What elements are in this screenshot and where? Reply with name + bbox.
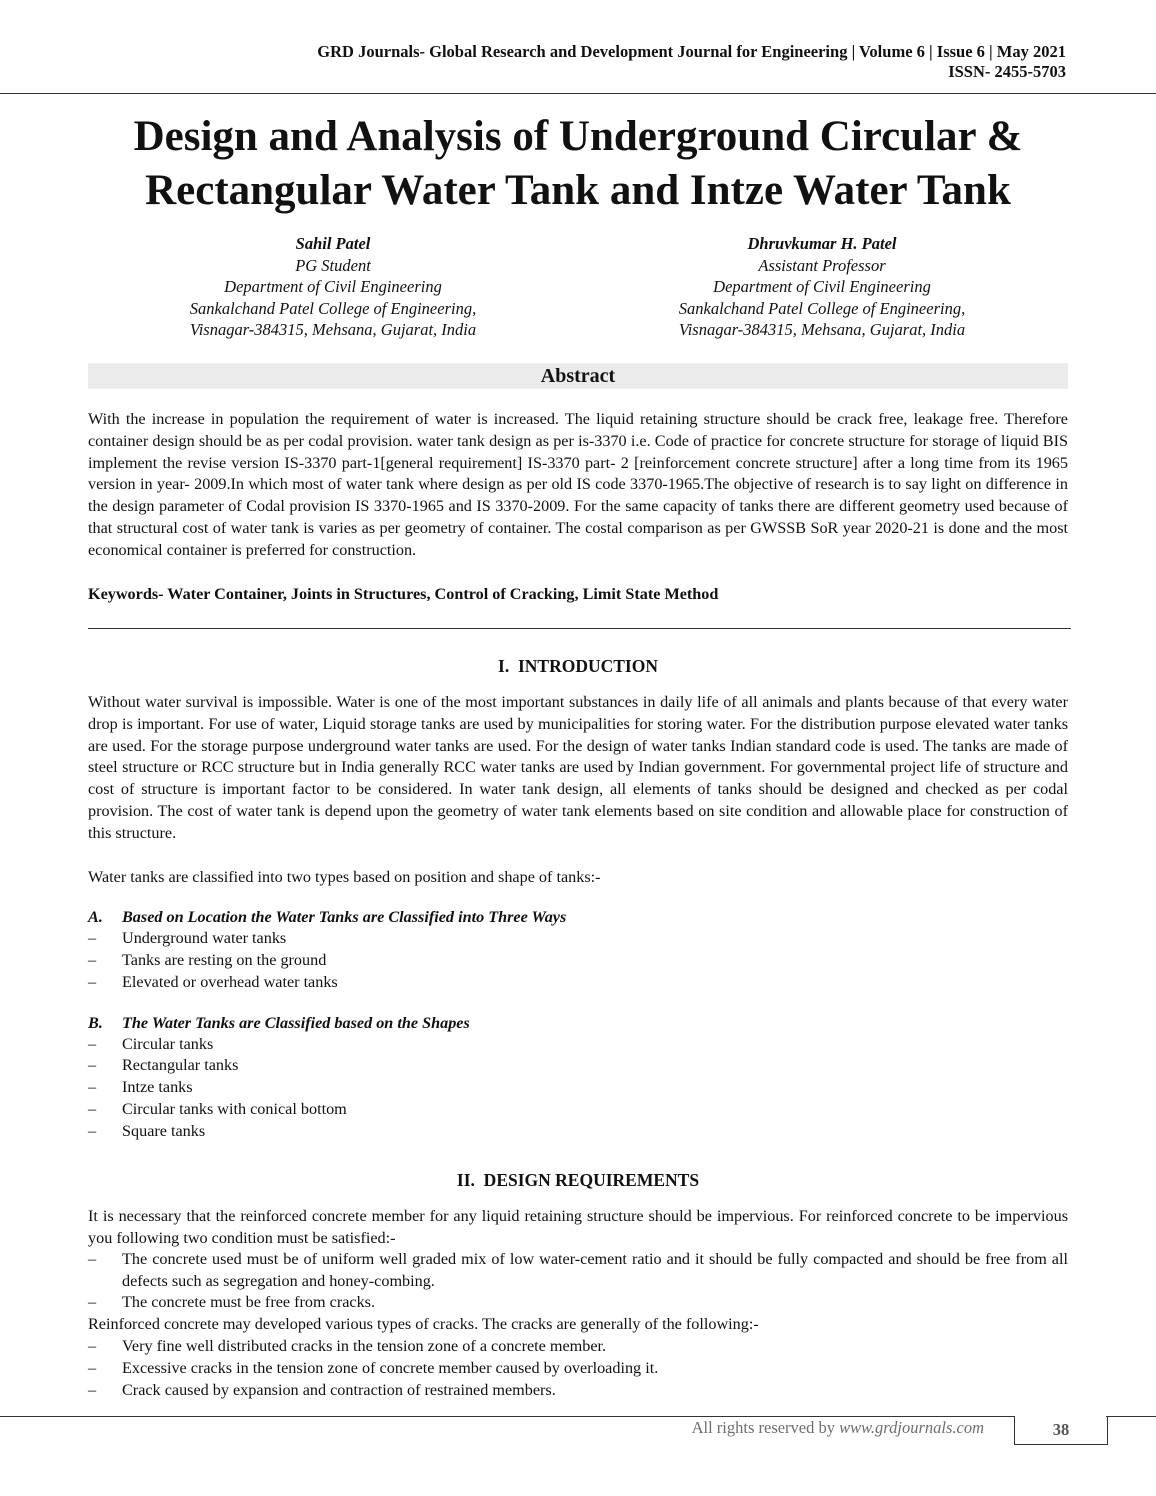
dash-bullet: – xyxy=(88,1078,97,1096)
list-item-text: Rectangular tanks xyxy=(122,1056,239,1074)
section-heading-introduction xyxy=(88,655,1068,677)
footer-rights xyxy=(560,1417,984,1439)
abstract-divider xyxy=(88,628,1071,629)
subsection-title: Based on Location the Water Tanks are Classified into Three Ways xyxy=(122,908,567,926)
header-divider xyxy=(0,93,1156,94)
dash-bullet: – xyxy=(88,1056,97,1074)
introduction-paragraph: Without water survival is impossible. Water is one of the most important substances in daily life of all animals and plants because of that every water drop is important. For use of water, Liquid storage tanks are used by municipalities for storing water. For the distribution purpose elevated water tanks are used. For the storage purpose underground water tanks are used. For the design of water tanks Indian standard code is used. The tanks are made of steel structure or RCC structure but in India generally RCC water tanks are used by Indian government. For governmental project life of structure and cost of structure is important factor to be considered. In water tank design, all elements of tanks should be designed and checked as per codal provision. The cost of water tank is depend upon the geometry of water tank elements based on site condition and allowable place for construction of this structure. xyxy=(88,693,1068,842)
list-item xyxy=(88,1380,1068,1402)
section-title-rest: ESIGN REQUIREMENTS xyxy=(496,1170,700,1190)
list-item xyxy=(88,1034,1068,1056)
author-college: Sankalchand Patel College of Engineering, xyxy=(678,298,966,318)
design-requirements-paragraph: It is necessary that the reinforced concrete member for any liquid retaining structure should be impervious. For reinforced concrete to be impervious you following two condition must be satisfied:- xyxy=(88,1207,1068,1247)
list-item-text: Very fine well distributed cracks in the tension zone of a concrete member. xyxy=(122,1337,607,1355)
list-item-text: Square tanks xyxy=(122,1122,206,1140)
abstract-text: With the increase in population the requirement of water is increased. The liquid retaining structure should be crack free, leakage free. Therefore container design should be as per codal provision. water tank design as per is-3370 i.e. Code of practice for concrete structure for storage of liquid BIS implement the revise version IS-3370 part-1[general requirement] IS-3370 part- 2 [reinforcement concrete structure] after a long time from its 1965 version in year- 2009.In which most of water tank where design as per old IS code 3370-1965.The objective of research is to say light on difference in the design parameter of Codal provision IS 3370-1965 and IS 3370-2009. For the same capacity of tanks there are different geometry used because of that structural cost of water tank is varies as per geometry of container. The costal comparison as per GWSSB SoR year 2020-21 is done and the most economical container is preferred for construction. xyxy=(88,410,1068,559)
dash-bullet: – xyxy=(88,929,97,947)
list-item-text: Tanks are resting on the ground xyxy=(122,951,327,969)
author-address: Visnagar-384315, Mehsana, Gujarat, India xyxy=(678,320,966,339)
author-role: PG Student xyxy=(295,255,371,275)
journal-header-line: GRD Journals- Global Research and Development Journal for Engineering | Volume 6 | Issue 6 | May 2021 xyxy=(317,42,1066,61)
dash-bullet: – xyxy=(88,1337,97,1355)
section-title-rest: NTRODUCTION xyxy=(524,656,658,676)
author-address: Visnagar-384315, Mehsana, Gujarat, India xyxy=(189,320,477,339)
page-number: 38 xyxy=(1014,1416,1108,1445)
list-item xyxy=(88,1292,1068,1314)
section-heading-design-requirements xyxy=(88,1169,1068,1191)
list-item xyxy=(88,1336,1068,1358)
list-item xyxy=(88,1077,1068,1099)
journal-header xyxy=(66,42,1066,82)
list-item-text: Underground water tanks xyxy=(122,929,287,947)
list-item-text: Excessive cracks in the tension zone of concrete member caused by overloading it. xyxy=(122,1359,659,1377)
author-name: Sahil Patel xyxy=(295,234,371,253)
subsection-letter: B. xyxy=(88,1014,103,1032)
dash-bullet: – xyxy=(88,951,97,969)
classification-line: Water tanks are classified into two types based on position and shape of tanks:- xyxy=(88,868,601,886)
paper-title-line-2: Rectangular Water Tank and Intze Water Tank xyxy=(145,167,1011,214)
list-item-text: The concrete used must be of uniform well graded mix of low water-cement ratio and it should be fully compacted and should be free from all defects such as segregation and honey-combing. xyxy=(122,1250,1068,1290)
section-number: I. xyxy=(498,656,510,676)
list-item xyxy=(88,972,1068,994)
list-item xyxy=(88,950,1068,972)
list-item-text: The concrete must be free from cracks. xyxy=(122,1293,376,1311)
dash-bullet: – xyxy=(88,1100,97,1118)
list-item xyxy=(88,1358,1068,1380)
dash-bullet: – xyxy=(88,1293,97,1311)
author-department: Department of Civil Engineering xyxy=(224,277,442,296)
section-title-initial: I xyxy=(517,656,525,676)
dash-bullet: – xyxy=(88,973,97,991)
subsection-title: The Water Tanks are Classified based on the Shapes xyxy=(122,1014,470,1032)
paper-title-line-1: Design and Analysis of Underground Circular & xyxy=(133,113,1023,160)
dash-bullet: – xyxy=(88,1250,97,1268)
list-item xyxy=(88,1055,1068,1077)
cracks-intro-line: Reinforced concrete may developed various types of cracks. The cracks are generally of the following:- xyxy=(88,1315,759,1333)
dash-bullet: – xyxy=(88,1035,97,1053)
list-item xyxy=(88,1099,1068,1121)
keywords: Keywords- Water Container, Joints in Structures, Control of Cracking, Limit State Method xyxy=(88,585,719,603)
issn-line: ISSN- 2455-5703 xyxy=(948,62,1066,81)
paper-title xyxy=(40,110,1116,218)
list-item xyxy=(88,1121,1068,1143)
author-block-1 xyxy=(123,233,543,341)
subsection-letter: A. xyxy=(88,908,103,926)
list-item-text: Crack caused by expansion and contraction of restrained members. xyxy=(122,1381,556,1399)
dash-bullet: – xyxy=(88,1359,97,1377)
list-item-text: Elevated or overhead water tanks xyxy=(122,973,338,991)
subsection-heading-b xyxy=(88,1013,470,1035)
author-name: Dhruvkumar H. Patel xyxy=(747,234,897,253)
dash-bullet: – xyxy=(88,1122,97,1140)
list-item-text: Intze tanks xyxy=(122,1078,193,1096)
footer-rights-text: All rights reserved by xyxy=(691,1418,836,1437)
author-department: Department of Civil Engineering xyxy=(713,277,931,296)
footer-url: www.grdjournals.com xyxy=(839,1418,984,1437)
dash-bullet: – xyxy=(88,1381,97,1399)
section-title-initial: D xyxy=(483,1170,497,1190)
list-item-text: Circular tanks xyxy=(122,1035,214,1053)
list-item xyxy=(88,928,1068,950)
author-college: Sankalchand Patel College of Engineering, xyxy=(189,298,477,318)
author-role: Assistant Professor xyxy=(758,255,886,275)
author-block-2 xyxy=(612,233,1032,341)
list-item-text: Circular tanks with conical bottom xyxy=(122,1100,347,1118)
footer-divider-right xyxy=(1106,1416,1156,1417)
abstract-heading: Abstract xyxy=(88,363,1068,389)
section-number: II. xyxy=(456,1170,475,1190)
subsection-heading-a xyxy=(88,907,566,929)
list-item xyxy=(88,1249,1068,1293)
